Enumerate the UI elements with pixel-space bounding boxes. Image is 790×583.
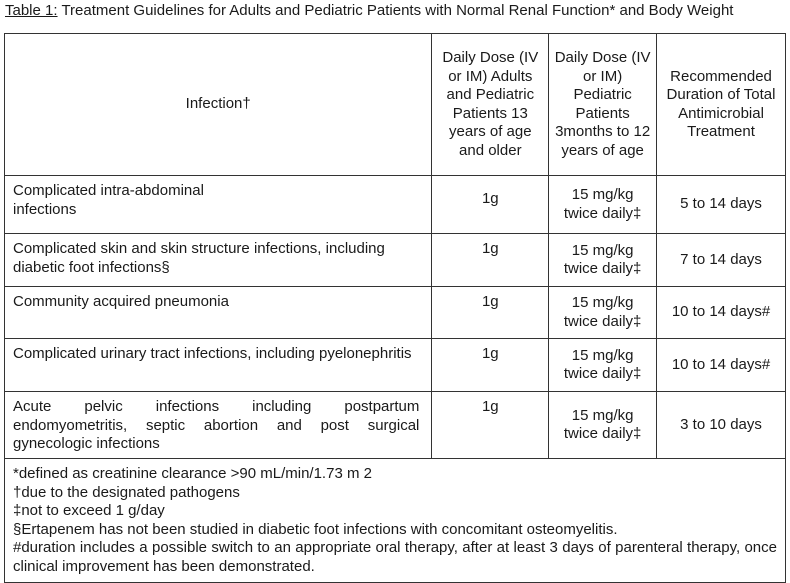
table-row <box>5 392 786 459</box>
header-infection: Infection† <box>5 34 432 176</box>
infection-cell: Acute pelvic infections including postpartum endomyometritis, septic abortion and post surgical gynecologic infections <box>5 392 432 459</box>
pediatric-dose-cell: 15 mg/kg twice daily‡ <box>549 234 657 287</box>
header-duration: Recommended Duration of Total Antimicrobial Treatment <box>657 34 786 176</box>
caption-text: Treatment Guidelines for Adults and Pediatric Patients with Normal Renal Function* and Body Weight <box>57 2 734 19</box>
infection-cell: Complicated urinary tract infections, including pyelonephritis <box>5 339 432 392</box>
pediatric-dose-cell: 15 mg/kg twice daily‡ <box>549 339 657 392</box>
table-row <box>5 339 786 392</box>
table-row <box>5 176 786 234</box>
footnote-max-dose: ‡not to exceed 1 g/day <box>13 502 165 519</box>
footnote-creatinine: *defined as creatinine clearance >90 mL/min/1.73 m 2 <box>13 465 372 482</box>
infection-cell: Community acquired pneumonia <box>5 287 432 339</box>
footnote-ertapenem: §Ertapenem has not been studied in diabetic foot infections with concomitant osteomyelitis. <box>13 520 618 538</box>
caption-label: Table 1: <box>5 2 58 19</box>
duration-cell: 3 to 10 days <box>657 392 786 459</box>
footnote-pathogens: †due to the designated pathogens <box>13 483 240 501</box>
adult-dose-cell: 1g <box>432 176 549 234</box>
infection-cell: Complicated skin and skin structure infections, including diabetic foot infections§ <box>5 234 432 287</box>
header-adult-dose: Daily Dose (IV or IM) Adults and Pediatric Patients 13 years of age and older <box>432 34 549 176</box>
adult-dose-cell: 1g <box>432 392 549 459</box>
duration-cell: 7 to 14 days <box>657 234 786 287</box>
duration-cell: 5 to 14 days <box>657 176 786 234</box>
table-row <box>5 287 786 339</box>
pediatric-dose-cell: 15 mg/kg twice daily‡ <box>549 392 657 459</box>
table-caption <box>5 2 733 20</box>
table-row <box>5 234 786 287</box>
duration-cell: 10 to 14 days# <box>657 287 786 339</box>
treatment-guidelines-table <box>4 33 786 583</box>
header-row <box>5 34 786 176</box>
infection-cell: Complicated intra-abdominal infections <box>5 176 432 234</box>
adult-dose-cell: 1g <box>432 234 549 287</box>
pediatric-dose-cell: 15 mg/kg twice daily‡ <box>549 176 657 234</box>
adult-dose-cell: 1g <box>432 339 549 392</box>
footnote-duration: #duration includes a possible switch to an appropriate oral therapy, after at least 3 days of parenteral therapy, once clinical improvement has been demonstrated. <box>13 539 777 575</box>
header-pediatric-dose: Daily Dose (IV or IM) Pediatric Patients 3months to 12 years of age <box>549 34 657 176</box>
pediatric-dose-cell: 15 mg/kg twice daily‡ <box>549 287 657 339</box>
duration-cell: 10 to 14 days# <box>657 339 786 392</box>
adult-dose-cell: 1g <box>432 287 549 339</box>
footnotes-cell <box>5 459 786 583</box>
footnotes-row <box>5 459 786 583</box>
